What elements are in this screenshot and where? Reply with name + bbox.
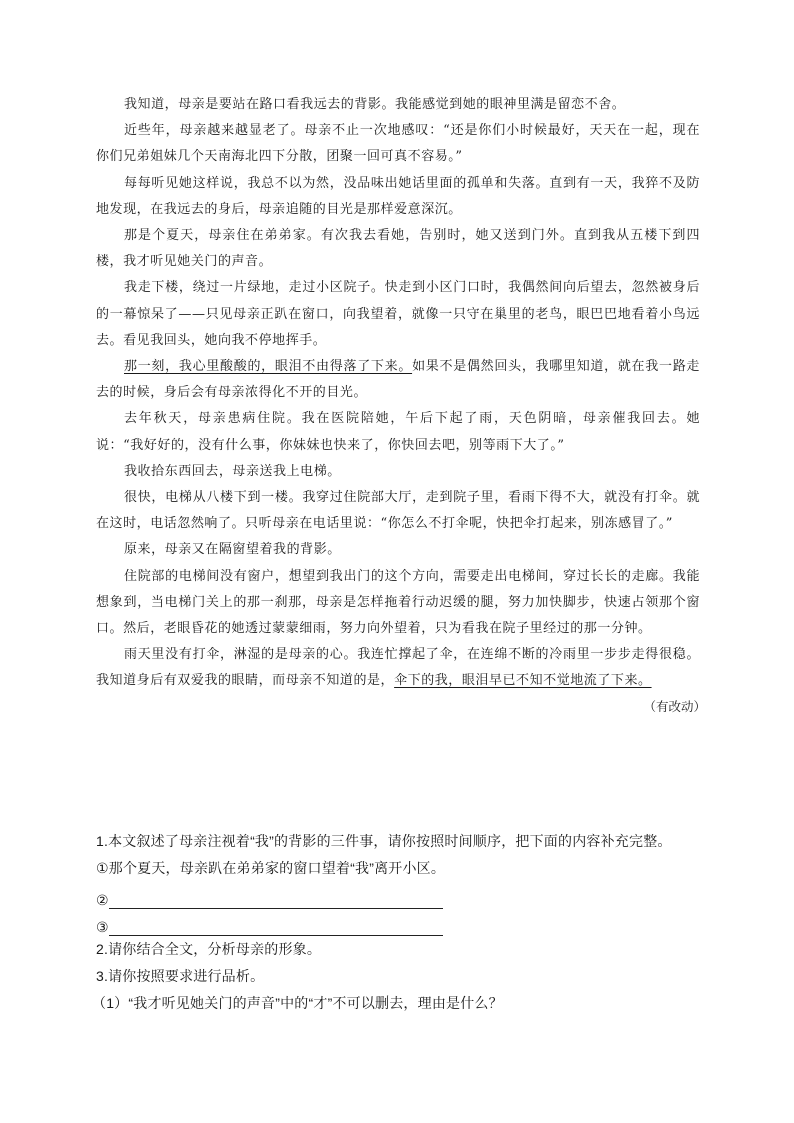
passage-paragraph <box>96 223 700 275</box>
passage-paragraph <box>96 564 700 643</box>
answer-blank-2[interactable] <box>109 890 443 909</box>
question-1-item-2 <box>96 882 706 909</box>
answer-blank-3[interactable] <box>109 917 443 936</box>
paragraph-text: 雨天里没有打伞，淋湿的是母亲的心。我连忙撑起了伞，在连绵不断的冷雨里一步步走得很稳。我知道身后有双爱我的眼睛，而母亲不知道的是， <box>96 647 700 689</box>
paragraph-text: 我知道，母亲是要站在路口看我远去的背影。我能感觉到她的眼神里满是留恋不舍。 <box>124 97 626 112</box>
passage <box>96 92 706 719</box>
passage-paragraph <box>96 537 700 563</box>
paragraph-text: 如果不是偶然回头，我哪里知道，就在我一路走去的时候，身后会有母亲浓得化不开的目光。 <box>96 359 700 401</box>
question-1-item-1: ①那个夏天，母亲趴在弟弟家的窗口望着“我”离开小区。 <box>96 860 446 876</box>
passage-paragraph <box>96 275 700 354</box>
passage-body <box>96 92 700 695</box>
underlined-sentence: 伞下的我，眼泪早已不知不觉地流了下来。 <box>394 673 652 689</box>
passage-paragraph <box>96 642 700 694</box>
passage-paragraph <box>96 118 700 170</box>
paragraph-text: 我收拾东西回去，母亲送我上电梯。 <box>124 463 341 479</box>
passage-paragraph <box>96 354 700 406</box>
question-2: 2.请你结合全文，分析母亲的形象。 <box>96 941 322 957</box>
question-1: 1.本文叙述了母亲注视着“我”的背影的三件事，请你按照时间顺序，把下面的内容补充完整。 <box>96 833 672 849</box>
paragraph-text: 去年秋天，母亲患病住院。我在医院陪她，午后下起了雨，天色阴暗，母亲催我回去。她说：“我好好的，没有什么事，你妹妹也快来了，你快回去吧，别等雨下大了。” <box>96 411 700 453</box>
paragraph-text: 很快，电梯从八楼下到一楼。我穿过住院部大厅，走到院子里，看雨下得不大，就没有打伞。就在这时，电话忽然响了。只听母亲在电话里说：“你怎么不打伞呢，快把伞打起来，别冻感冒了。” <box>96 490 700 532</box>
paragraph-text: 近些年，母亲越来越显老了。母亲不止一次地感叹：“还是你们小时候最好，天天在一起，现在你们兄弟姐妹几个天南海北四下分散，团聚一回可真不容易。” <box>96 123 700 165</box>
passage-paragraph <box>96 406 700 458</box>
item-3-marker: ③ <box>96 919 109 935</box>
passage-paragraph <box>96 171 700 223</box>
questions-section <box>92 828 706 1017</box>
paragraph-text: 每每听见她这样说，我总不以为然，没品味出她话里面的孤单和失落。直到有一天，我猝不及防地发现，在我远去的身后，母亲追随的目光是那样爱意深沉。 <box>96 175 700 217</box>
paragraph-text: 我走下楼，绕过一片绿地，走过小区院子。快走到小区门口时，我偶然间向后望去，忽然被身后的一幕惊呆了——只见母亲正趴在窗口，向我望着，就像一只守在巢里的老鸟，眼巴巴地看着小鸟远去。看见我回头，她向我不停地挥手。 <box>96 280 700 348</box>
question-3-sub-1: （1）“我才听见她关门的声音”中的“才”不可以删去，理由是什么？ <box>92 995 503 1011</box>
paragraph-text: 住院部的电梯间没有窗户，想望到我出门的这个方向，需要走出电梯间，穿过长长的走廊。我能想象到，当电梯门关上的那一刹那，母亲是怎样拖着行动迟缓的腿，努力加快脚步，快速占领那个窗口。然后，老眼昏花的她透过蒙蒙细雨，努力向外望着，只为看我在院子里经过的那一分钟。 <box>96 568 700 637</box>
item-2-marker: ② <box>96 892 109 908</box>
source-note: （有改动） <box>643 698 706 714</box>
question-3: 3.请你按照要求进行品析。 <box>96 968 265 984</box>
paragraph-text: 原来，母亲又在隔窗望着我的背影。 <box>124 542 341 558</box>
underlined-sentence: 那一刻，我心里酸酸的，眼泪不由得落了下来。 <box>124 359 413 375</box>
passage-paragraph <box>96 485 700 537</box>
paragraph-text: 那是个夏天，母亲住在弟弟家。有次我去看她，告别时，她又送到门外。直到我从五楼下到四楼，我才听见她关门的声音。 <box>96 228 700 270</box>
passage-paragraph <box>96 459 700 485</box>
question-1-item-3 <box>96 909 706 936</box>
passage-paragraph <box>96 92 700 118</box>
